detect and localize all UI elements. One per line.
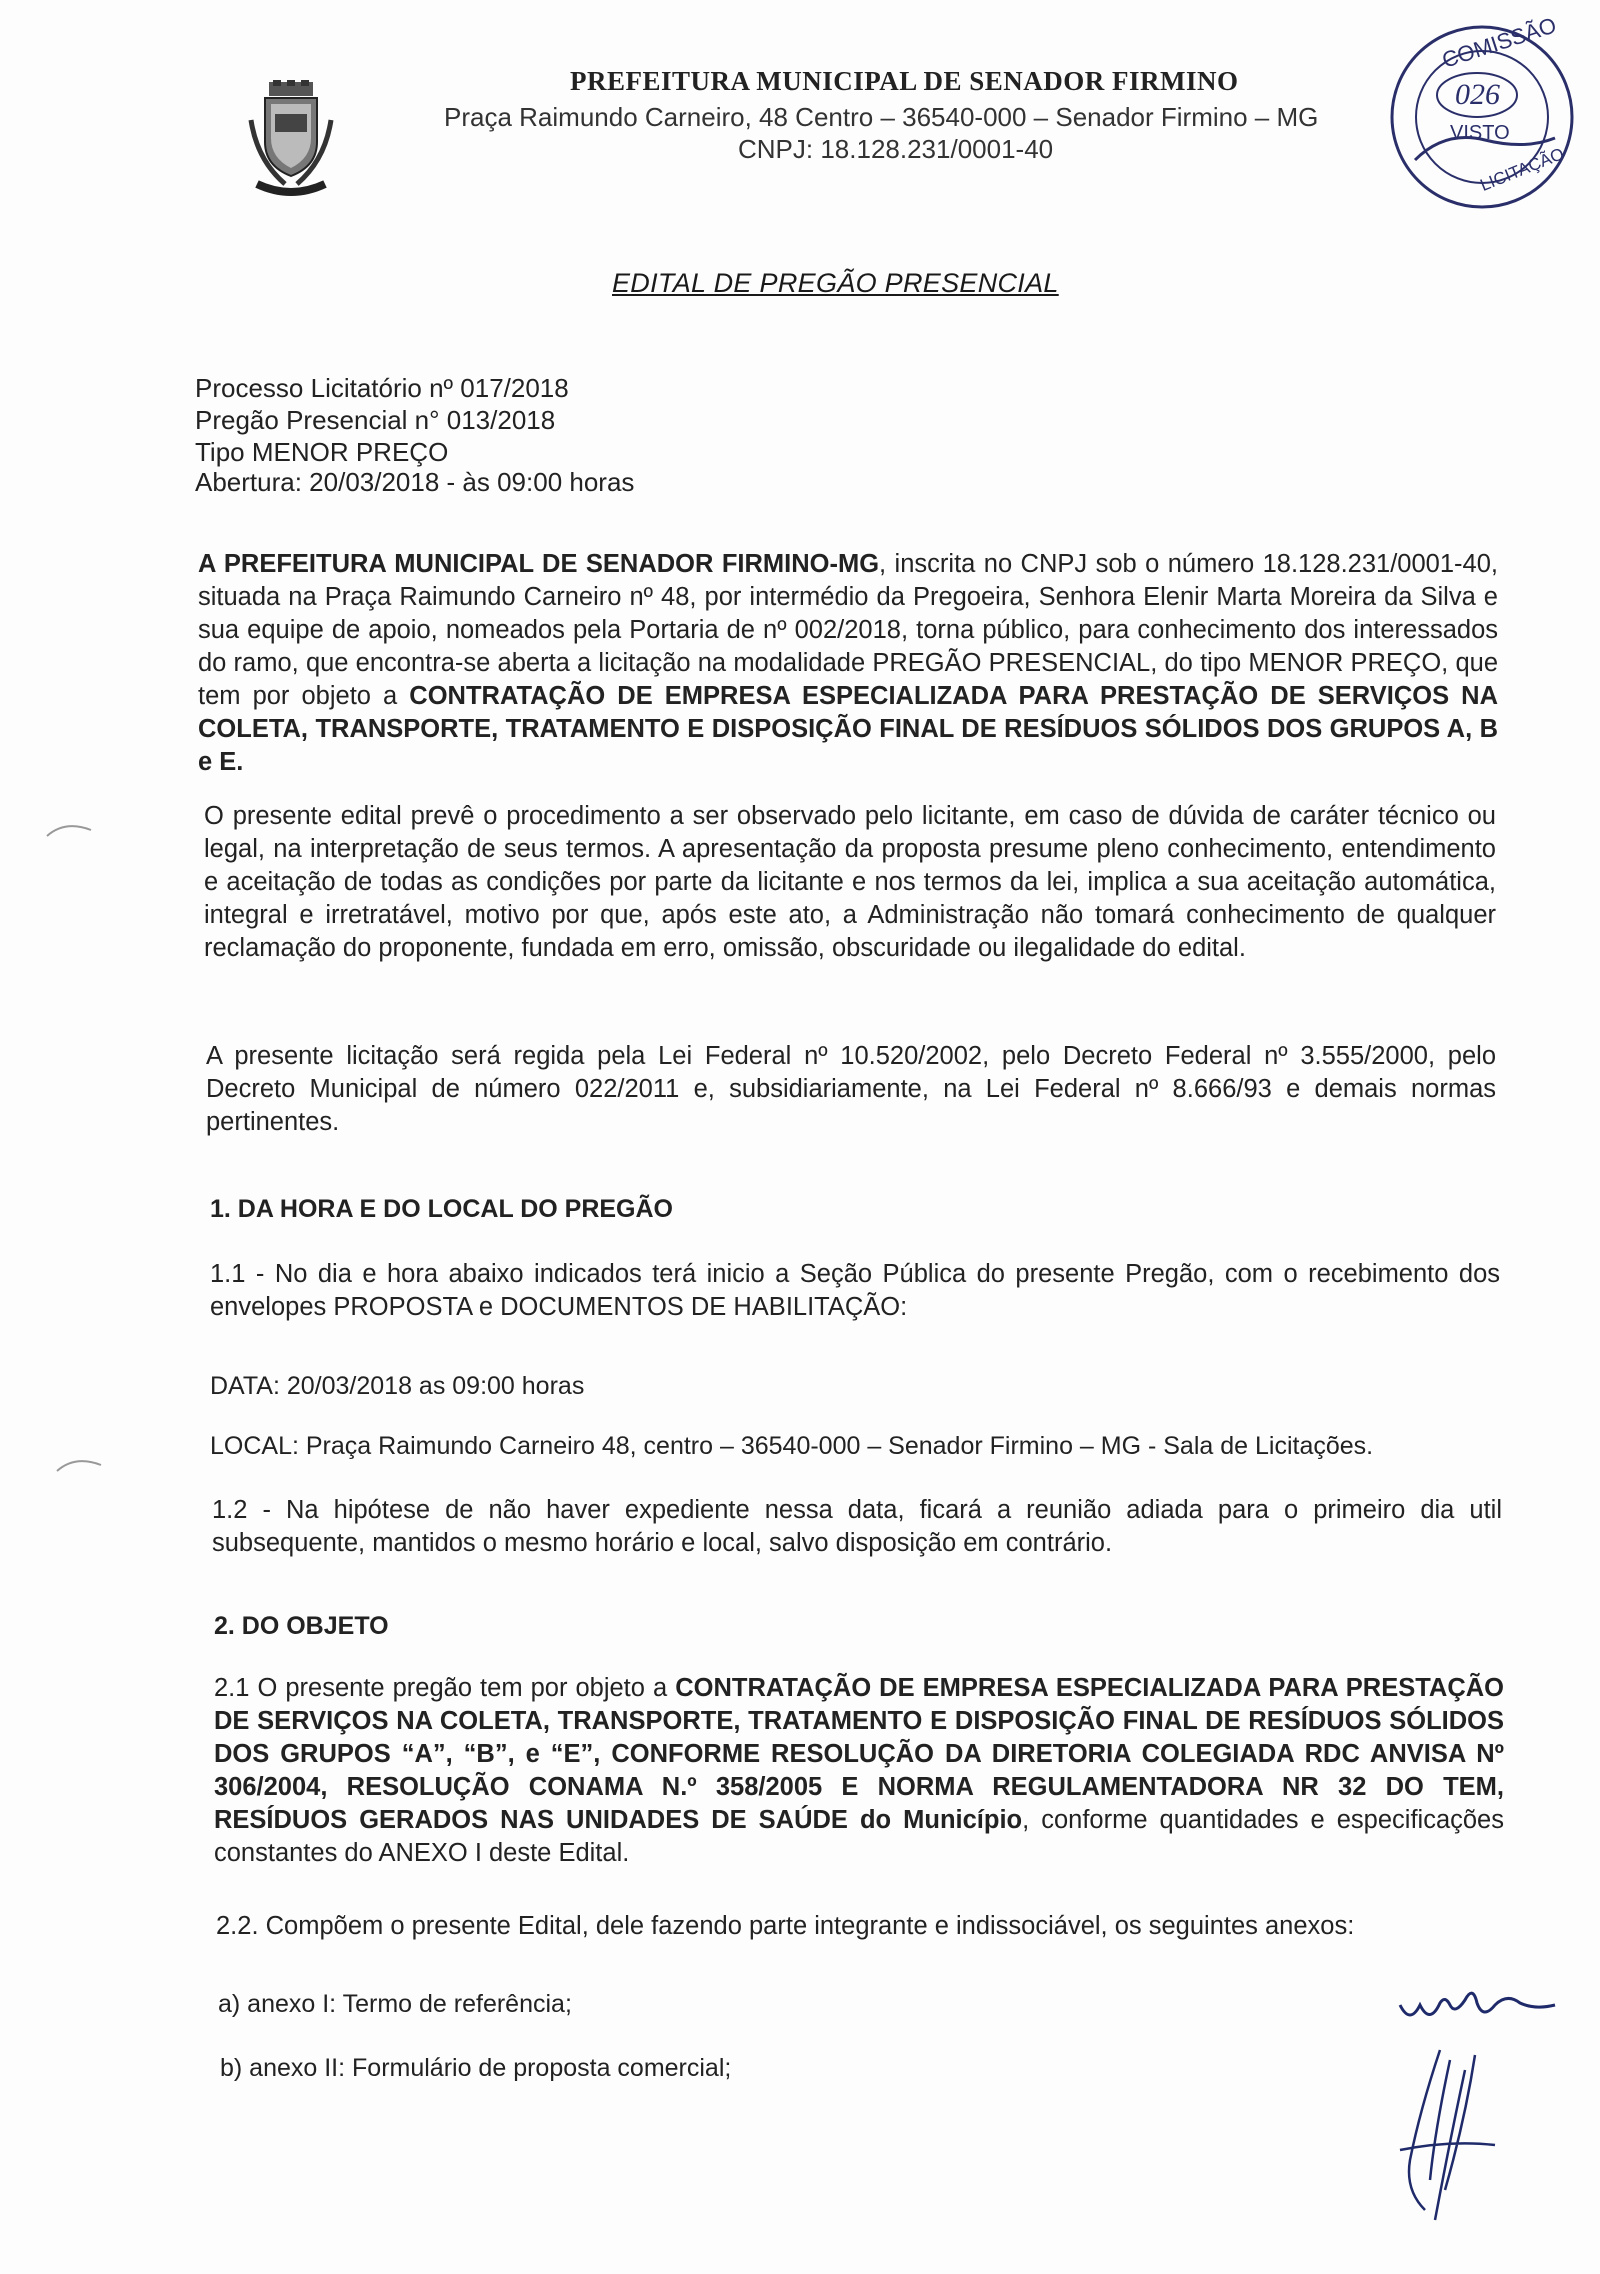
stamp-label-middle: VISTO xyxy=(1450,122,1510,144)
header-address: Praça Raimundo Carneiro, 48 Centro – 36540-000 – Senador Firmino – MG xyxy=(444,102,1319,132)
item-2-2: 2.2. Compõem o presente Edital, dele fazendo parte integrante e indissociável, os seguintes anexos: xyxy=(216,1912,1355,1940)
item-2-1 xyxy=(214,1672,1504,1870)
annex-a: a) anexo I: Termo de referência; xyxy=(218,1990,572,2018)
header-organization: PREFEITURA MUNICIPAL DE SENADOR FIRMINO xyxy=(570,66,1239,96)
margin-mark xyxy=(55,1455,105,1475)
stamp-label-bottom: LICITAÇÃO xyxy=(1477,144,1567,195)
tipo-line: Tipo MENOR PREÇO xyxy=(195,437,449,467)
handwritten-signature xyxy=(1380,2040,1505,2230)
item-2-1-object: CONTRATAÇÃO DE EMPRESA ESPECIALIZADA PARA PRESTAÇÃO DE SERVIÇOS NA COLETA, TRANSPORTE, TRATAMENTO E DISPOSIÇÃO FINAL DE RESÍDUOS SÓLIDOS DOS GRUPOS “A”, “B”, e “E”, CONFORME RESOLUÇÃO DA DIRETORIA COLEGIADA RDC ANVISA Nº 306/2004, RESOLUÇÃO CONAMA N.º 358/2005 E NORMA REGULAMENTADORA NR 32 DO TEM, RESÍDUOS GERADOS NAS UNIDADES DE SAÚDE do Município xyxy=(214,1674,1504,1834)
item-1-1: 1.1 - No dia e hora abaixo indicados terá inicio a Seção Pública do presente Pregão, com o recebimento dos envelopes PROPOSTA e DOCUMENTOS DE HABILITAÇÃO: xyxy=(210,1260,1500,1321)
annex-b: b) anexo II: Formulário de proposta comercial; xyxy=(220,2054,732,2082)
header-cnpj: CNPJ: 18.128.231/0001-40 xyxy=(738,134,1054,164)
municipal-crest-logo xyxy=(245,80,337,200)
stamp-label-top: COMISSÃO xyxy=(1438,12,1560,73)
handwritten-initials xyxy=(1395,1975,1565,2035)
item-1-2: 1.2 - Na hipótese de não haver expediente nessa data, ficará a reunião adiada para o primeiro dia util subsequente, mantidos o mesmo horário e local, salvo disposição em contrário. xyxy=(212,1496,1502,1557)
section-2-heading: 2. DO OBJETO xyxy=(214,1612,389,1640)
session-date: DATA: 20/03/2018 as 09:00 horas xyxy=(210,1372,585,1400)
stamp-number: 026 xyxy=(1455,78,1500,111)
document-title: EDITAL DE PREGÃO PRESENCIAL xyxy=(612,268,1059,298)
abertura-line: Abertura: 20/03/2018 - às 09:00 horas xyxy=(195,467,635,497)
item-2-1-suffix: , conforme quantidades e especificações constantes do ANEXO I deste Edital. xyxy=(214,1806,1504,1867)
margin-mark xyxy=(45,820,95,840)
session-location: LOCAL: Praça Raimundo Carneiro 48, centro – 36540-000 – Senador Firmino – MG - Sala de Licitações. xyxy=(210,1432,1374,1460)
process-number: Processo Licitatório nº 017/2018 xyxy=(195,373,569,403)
pregao-number: Pregão Presencial n° 013/2018 xyxy=(195,405,556,435)
paragraph-legislation: A presente licitação será regida pela Lei Federal nº 10.520/2002, pelo Decreto Federal nº 3.555/2000, pelo Decreto Municipal de número 022/2011 e, subsidiariamente, na Lei Federal nº 8.666/93 e demais normas pertinentes. xyxy=(206,1042,1496,1136)
intro-paragraph xyxy=(198,548,1498,779)
paragraph-procedure: O presente edital prevê o procedimento a ser observado pelo licitante, em caso de dúvida de caráter técnico ou legal, na interpretação de seus termos. A apresentação da proposta presume pleno conhecimento, entendimento e aceitação de todas as condições por parte da licitante e nos termos da lei, implica a sua aceitação automática, integral e irretratável, motivo por que, após este ato, a Administração não tomará conhecimento de qualquer reclamação do proponente, fundada em erro, omissão, obscuridade ou ilegalidade do edital. xyxy=(204,802,1496,962)
intro-text: , inscrita no CNPJ sob o número 18.128.231/0001-40, situada na Praça Raimundo Carneiro nº 48, por intermédio da Pregoeira, Senhora Elenir Marta Moreira da Silva e sua equipe de apoio, nomeados pela Portaria de nº 002/2018, torna público, para conhecimento dos interessados do ramo, que encontra-se aberta a licitação na modalidade PREGÃO PRESENCIAL, do tipo MENOR PREÇO, que tem por objeto a xyxy=(198,550,1498,710)
intro-object: CONTRATAÇÃO DE EMPRESA ESPECIALIZADA PARA PRESTAÇÃO DE SERVIÇOS NA COLETA, TRANSPORTE, TRATAMENTO E DISPOSIÇÃO FINAL DE RESÍDUOS SÓLIDOS DOS GRUPOS A, B e E. xyxy=(198,682,1498,776)
item-2-1-prefix: 2.1 O presente pregão tem por objeto a xyxy=(214,1674,676,1702)
section-1-heading: 1. DA HORA E DO LOCAL DO PREGÃO xyxy=(210,1195,674,1223)
intro-lead: A PREFEITURA MUNICIPAL DE SENADOR FIRMINO-MG xyxy=(198,550,880,578)
